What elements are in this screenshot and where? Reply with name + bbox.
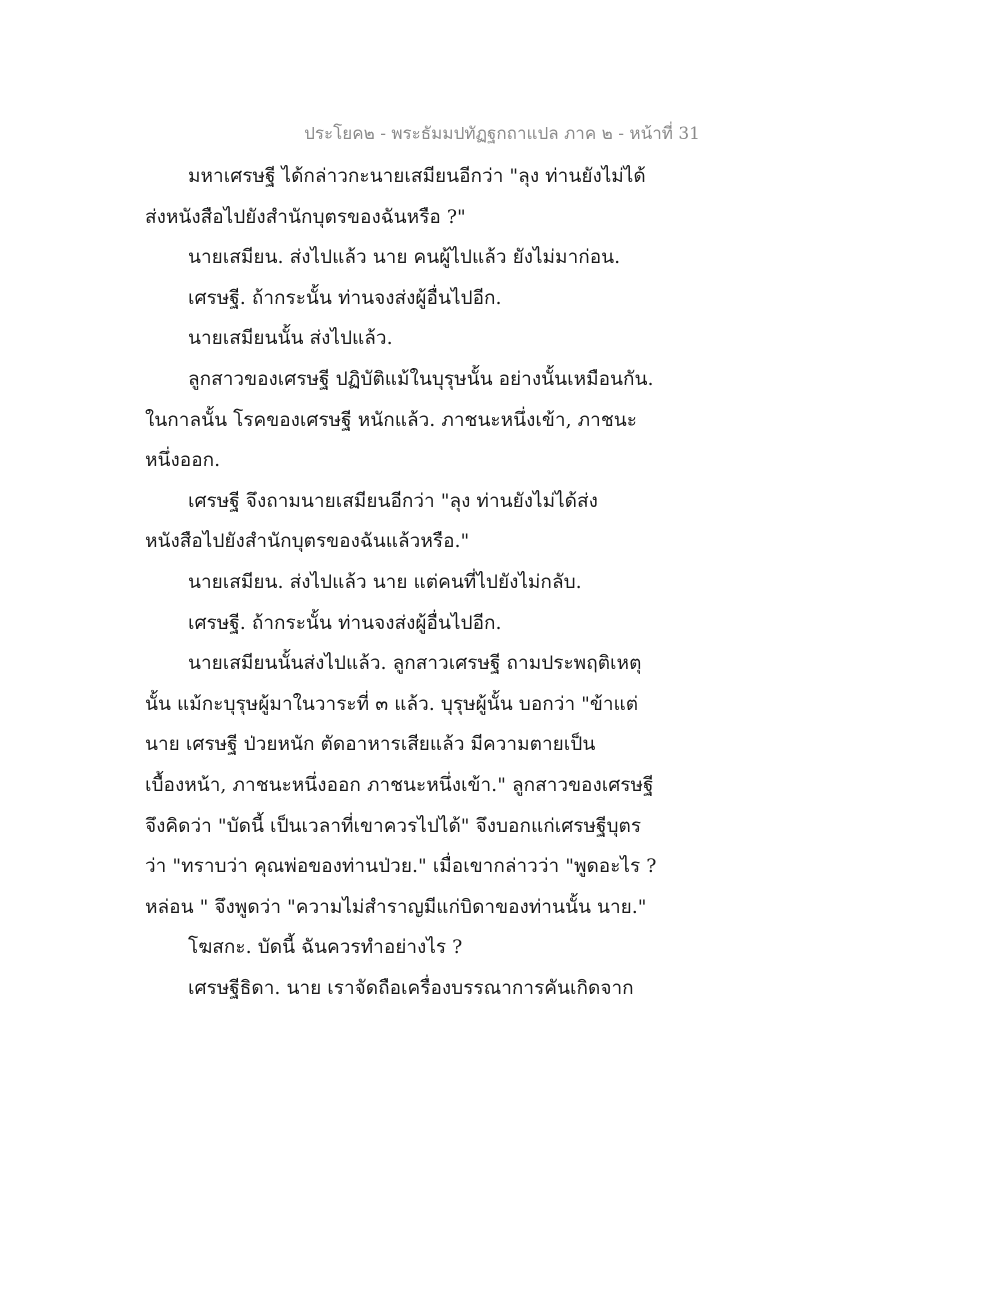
text-line: โฆสกะ. บัดนี้ ฉันควรทำอย่างไร ? (188, 936, 463, 959)
text-line: ส่งหนังสือไปยังสำนักบุตรของฉันหรือ ?" (145, 205, 466, 228)
text-line: หนึ่งออก. (145, 449, 221, 472)
text-line: นายเสมียน. ส่งไปแล้ว นาย แต่คนที่ไปยังไม่กลับ. (188, 570, 582, 593)
text-line: เศรษฐี จึงถามนายเสมียนอีกว่า "ลุง ท่านยังไม่ได้ส่ง (188, 489, 598, 512)
text-line: เศรษฐีธิดา. นาย เราจัดถือเครื่องบรรณาการคันเกิดจาก (188, 976, 634, 999)
text-line: เศรษฐี. ถ้ากระนั้น ท่านจงส่งผู้อื่นไปอีก. (188, 611, 502, 634)
text-line: นายเสมียน. ส่งไปแล้ว นาย คนผู้ไปแล้ว ยังไม่มาก่อน. (188, 246, 621, 269)
text-line: จึงคิดว่า "บัดนี้ เป็นเวลาที่เขาควรไปได้" จึงบอกแก่เศรษฐีบุตร (145, 814, 642, 837)
text-line: เบื้องหน้า, ภาชนะหนึ่งออก ภาชนะหนึ่งเข้า." ลูกสาวของเศรษฐี (145, 773, 654, 796)
text-line: ลูกสาวของเศรษฐี ปฏิบัติแม้ในบุรุษนั้น อย่างนั้นเหมือนกัน. (188, 367, 654, 390)
text-line: ว่า "ทราบว่า คุณพ่อของท่านป่วย." เมื่อเขากล่าวว่า "พูดอะไร ? (145, 855, 657, 878)
text-line: นายเสมียนนั้น ส่งไปแล้ว. (188, 327, 393, 350)
running-header: ประโยค๒ - พระธัมมปทัฏฐกถาแปล ภาค ๒ - หน้าที่ 31 (304, 124, 700, 144)
text-line: หล่อน " จึงพูดว่า "ความไม่สำราญมีแก่บิดาของท่านนั้น นาย." (145, 895, 647, 918)
body-text (145, 156, 685, 1008)
text-line: เศรษฐี. ถ้ากระนั้น ท่านจงส่งผู้อื่นไปอีก. (188, 286, 502, 309)
text-line: มหาเศรษฐี ได้กล่าวกะนายเสมียนอีกว่า "ลุง ท่านยังไม่ได้ (188, 165, 646, 187)
text-line: นั้น แม้กะบุรุษผู้มาในวาระที่ ๓ แล้ว. บุรุษผู้นั้น บอกว่า "ข้าแต่ (145, 692, 639, 715)
text-line: นายเสมียนนั้นส่งไปแล้ว. ลูกสาวเศรษฐี ถามประพฤติเหตุ (188, 652, 642, 675)
text-line: นาย เศรษฐี ป่วยหนัก ตัดอาหารเสียแล้ว มีความตายเป็น (145, 733, 596, 756)
text-line: หนังสือไปยังสำนักบุตรของฉันแล้วหรือ." (145, 530, 470, 553)
text-line: ในกาลนั้น โรคของเศรษฐี หนักแล้ว. ภาชนะหนึ่งเข้า, ภาชนะ (145, 408, 637, 431)
